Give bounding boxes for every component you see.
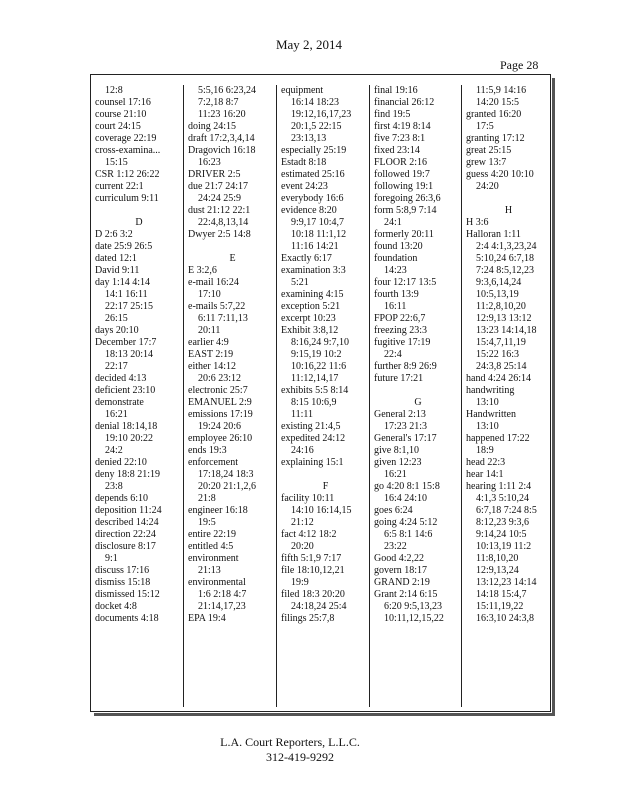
- index-entry-line: E 3:2,6: [188, 265, 217, 276]
- index-entry-line: 11:8,10,20: [476, 553, 519, 564]
- index-entry-line: earlier 4:9: [188, 337, 229, 348]
- index-entry-line: General's 17:17: [374, 433, 437, 444]
- index-entry-line: go 4:20 8:1 15:8: [374, 481, 440, 492]
- index-entry-line: fact 4:12 18:2: [281, 529, 337, 540]
- index-entry-line: 17:23 21:3: [384, 421, 428, 432]
- index-entry-line: 24:16: [291, 445, 314, 456]
- index-entry-line: direction 22:24: [95, 529, 156, 540]
- index-entry-line: discuss 17:16: [95, 565, 150, 576]
- index-entry-line: deposition 11:24: [95, 505, 162, 516]
- index-entry-line: 9:14,24 10:5: [476, 529, 527, 540]
- index-entry-line: find 19:5: [374, 109, 411, 120]
- index-entry-line: [466, 193, 551, 205]
- index-entry-line: enforcement: [188, 457, 238, 468]
- index-letter-heading: H: [504, 205, 513, 216]
- index-entry-line: 15:11,19,22: [476, 601, 524, 612]
- index-entry-line: 14:20 15:5: [476, 97, 520, 108]
- index-entry-line: [188, 241, 277, 253]
- index-entry-line: 18:13 20:14: [105, 349, 154, 360]
- index-entry-line: following 19:1: [374, 181, 434, 192]
- index-entry-line: 22:17 25:15: [105, 301, 154, 312]
- index-entry-line: followed 19:7: [374, 169, 430, 180]
- index-entry-line: 21:12: [291, 517, 314, 528]
- index-entry-line: 15:22 16:3: [476, 349, 520, 360]
- index-entry-line: hear 14:1: [466, 469, 504, 480]
- index-entry-line: hand 4:24 26:14: [466, 373, 531, 384]
- index-entry-line: 5:21: [291, 277, 309, 288]
- index-entry-line: denied 22:10: [95, 457, 147, 468]
- index-entry-line: EMANUEL 2:9: [188, 397, 252, 408]
- index-entry-line: [374, 385, 462, 397]
- index-entry-line: 17:5: [476, 121, 494, 132]
- index-entry-line: 9:1: [105, 553, 118, 564]
- index-entry-line: environmental: [188, 577, 246, 588]
- index-entry-line: 2:4 4:1,3,23,24: [476, 241, 537, 252]
- index-entry-line: 11:2,8,10,20: [476, 301, 526, 312]
- index-entry-line: 21:8: [198, 493, 216, 504]
- index-entry-line: fugitive 17:19: [374, 337, 431, 348]
- index-entry-line: dismissed 15:12: [95, 589, 160, 600]
- index-entry-line: found 13:20: [374, 241, 423, 252]
- index-entry-line: GRAND 2:19: [374, 577, 430, 588]
- index-entry-line: entitled 4:5: [188, 541, 234, 552]
- index-entry-line: Exactly 6:17: [281, 253, 332, 264]
- index-entry-line: fourth 13:9: [374, 289, 419, 300]
- index-entry-line: 14:18 15:4,7: [476, 589, 527, 600]
- index-entry-line: file 18:10,12,21: [281, 565, 345, 576]
- index-entry-line: further 8:9 26:9: [374, 361, 437, 372]
- index-entry-line: guess 4:20 10:10: [466, 169, 534, 180]
- index-entry-line: examination 3:3: [281, 265, 346, 276]
- index-entry-line: counsel 17:16: [95, 97, 151, 108]
- index-entry-line: 11:11: [291, 409, 314, 420]
- index-entry-line: H 3:6: [466, 217, 489, 228]
- index-entry-line: environment: [188, 553, 239, 564]
- index-entry-line: 23:22: [384, 541, 407, 552]
- index-entry-line: ends 19:3: [188, 445, 227, 456]
- index-entry-line: 8:12,23 9:3,6: [476, 517, 530, 528]
- index-entry-line: 19:12,16,17,23: [291, 109, 352, 120]
- index-entry-line: 10:11,12,15,22: [384, 613, 444, 624]
- index-entry-line: 12:8: [105, 85, 123, 96]
- index-entry-line: EAST 2:19: [188, 349, 234, 360]
- index-entry-line: coverage 22:19: [95, 133, 157, 144]
- index-entry-line: 24:24 25:9: [198, 193, 242, 204]
- index-entry-line: existing 21:4,5: [281, 421, 341, 432]
- index-column-3: [276, 85, 370, 707]
- index-entry-line: 20:6 23:12: [198, 373, 242, 384]
- index-entry-line: 19:9: [291, 577, 309, 588]
- index-entry-line: evidence 8:20: [281, 205, 337, 216]
- index-entry-line: 22:4: [384, 349, 402, 360]
- index-entry-line: General 2:13: [374, 409, 426, 420]
- index-entry-line: 24:20: [476, 181, 499, 192]
- index-entry-line: [95, 205, 183, 217]
- index-entry-line: hearing 1:11 2:4: [466, 481, 532, 492]
- index-entry-line: doing 24:15: [188, 121, 237, 132]
- index-entry-line: due 21:7 24:17: [188, 181, 248, 192]
- index-entry-line: 13:23 14:14,18: [476, 325, 537, 336]
- index-entry-line: foregoing 26:3,6: [374, 193, 441, 204]
- index-entry-line: 16:21: [384, 469, 407, 480]
- index-entry-line: financial 26:12: [374, 97, 435, 108]
- index-entry-line: Halloran 1:11: [466, 229, 521, 240]
- index-entry-line: future 17:21: [374, 373, 424, 384]
- index-entry-line: everybody 16:6: [281, 193, 344, 204]
- index-entry-line: deny 18:8 21:19: [95, 469, 160, 480]
- index-entry-line: estimated 25:16: [281, 169, 345, 180]
- index-entry-line: 22:4,8,13,14: [198, 217, 249, 228]
- index-entry-line: e-mail 16:24: [188, 277, 239, 288]
- index-entry-line: current 22:1: [95, 181, 144, 192]
- index-entry-line: 13:10: [476, 421, 499, 432]
- index-entry-line: dated 12:1: [95, 253, 137, 264]
- index-entry-line: head 22:3: [466, 457, 506, 468]
- index-entry-line: 10:5,13,19: [476, 289, 519, 300]
- footer-company: L.A. Court Reporters, L.L.C.: [220, 735, 360, 749]
- index-entry-line: 7:2,18 8:7: [198, 97, 239, 108]
- index-entry-line: 16:21: [105, 409, 128, 420]
- index-letter-heading: D: [135, 217, 143, 228]
- index-entry-line: Grant 2:14 6:15: [374, 589, 438, 600]
- index-entry-line: 20:1,5 22:15: [291, 121, 342, 132]
- index-column-5: [461, 85, 551, 707]
- index-entry-line: entire 22:19: [188, 529, 237, 540]
- index-entry-line: employee 26:10: [188, 433, 253, 444]
- index-entry-line: 23:13,13: [291, 133, 327, 144]
- index-entry-line: expedited 24:12: [281, 433, 346, 444]
- index-entry-line: 24:1: [384, 217, 402, 228]
- index-entry-line: goes 6:24: [374, 505, 413, 516]
- page-number: Page 28: [500, 58, 539, 72]
- index-entry-line: 6:7,18 7:24 8:5: [476, 505, 537, 516]
- index-entry-line: filings 25:7,8: [281, 613, 335, 624]
- index-entry-line: 14:23: [384, 265, 407, 276]
- index-entry-line: 20:20: [291, 541, 314, 552]
- index-entry-line: 11:16 14:21: [291, 241, 339, 252]
- index-entry-line: 8:15 10:6,9: [291, 397, 337, 408]
- index-entry-line: [281, 469, 370, 481]
- index-entry-line: five 7:23 8:1: [374, 133, 426, 144]
- index-entry-line: give 8:1,10: [374, 445, 419, 456]
- index-entry-line: 16:14 18:23: [291, 97, 340, 108]
- index-entry-line: exhibits 5:5 8:14: [281, 385, 349, 396]
- index-entry-line: curriculum 9:11: [95, 193, 159, 204]
- index-entry-line: 12:9,13,24: [476, 565, 519, 576]
- index-entry-line: 21:13: [198, 565, 221, 576]
- index-entry-line: equipment: [281, 85, 324, 96]
- index-entry-line: documents 4:18: [95, 613, 159, 624]
- index-entry-line: Dwyer 2:5 14:8: [188, 229, 251, 240]
- index-column-4: [369, 85, 462, 707]
- index-entry-line: 6:5 8:1 14:6: [384, 529, 433, 540]
- index-entry-line: cross-examina...: [95, 145, 161, 156]
- index-entry-line: Exhibit 3:8,12: [281, 325, 339, 336]
- index-entry-line: 18:9: [476, 445, 494, 456]
- index-entry-line: govern 18:17: [374, 565, 428, 576]
- index-entry-line: 7:24 8:5,12,23: [476, 265, 535, 276]
- index-entry-line: DRIVER 2:5: [188, 169, 241, 180]
- index-entry-line: court 24:15: [95, 121, 141, 132]
- index-entry-line: 20:11: [198, 325, 221, 336]
- index-entry-line: D 2:6 3:2: [95, 229, 133, 240]
- index-entry-line: denial 18:14,18: [95, 421, 158, 432]
- index-entry-line: 13:12,23 14:14: [476, 577, 537, 588]
- index-entry-line: filed 18:3 20:20: [281, 589, 345, 600]
- index-entry-line: foundation: [374, 253, 418, 264]
- index-entry-line: 15:4,7,11,19: [476, 337, 526, 348]
- index-entry-line: 16:23: [198, 157, 221, 168]
- index-entry-line: 16:11: [384, 301, 407, 312]
- index-entry-line: 12:9,13 13:12: [476, 313, 532, 324]
- index-entry-line: 17:10: [198, 289, 221, 300]
- index-entry-line: FPOP 22:6,7: [374, 313, 426, 324]
- index-entry-line: dismiss 15:18: [95, 577, 151, 588]
- index-entry-line: four 12:17 13:5: [374, 277, 437, 288]
- index-entry-line: 5:5,16 6:23,24: [198, 85, 257, 96]
- index-entry-line: engineer 16:18: [188, 505, 248, 516]
- index-entry-line: deficient 23:10: [95, 385, 156, 396]
- index-entry-line: FLOOR 2:16: [374, 157, 428, 168]
- index-entry-line: happened 17:22: [466, 433, 530, 444]
- index-entry-line: 13:10: [476, 397, 499, 408]
- index-entry-line: 19:24 20:6: [198, 421, 242, 432]
- index-entry-line: exception 5:21: [281, 301, 341, 312]
- index-entry-line: either 14:12: [188, 361, 237, 372]
- index-entry-line: decided 4:13: [95, 373, 147, 384]
- index-entry-line: 6:11 7:11,13: [198, 313, 248, 324]
- index-entry-line: 5:10,24 6:7,18: [476, 253, 535, 264]
- index-entry-line: 23:8: [105, 481, 123, 492]
- index-entry-line: 10:16,22 11:6: [291, 361, 347, 372]
- index-entry-line: explaining 15:1: [281, 457, 344, 468]
- index-entry-line: first 4:19 8:14: [374, 121, 431, 132]
- index-entry-line: 14:10 16:14,15: [291, 505, 352, 516]
- index-entry-line: EPA 19:4: [188, 613, 226, 624]
- index-entry-line: date 25:9 26:5: [95, 241, 153, 252]
- transcript-date: May 2, 2014: [275, 37, 343, 52]
- footer-phone: 312-419-9292: [266, 750, 334, 764]
- index-entry-line: 17:18,24 18:3: [198, 469, 254, 480]
- index-entry-line: event 24:23: [281, 181, 328, 192]
- index-entry-line: facility 10:11: [281, 493, 335, 504]
- index-entry-line: CSR 1:12 26:22: [95, 169, 160, 180]
- index-entry-line: described 14:24: [95, 517, 159, 528]
- index-entry-line: 10:13,19 11:2: [476, 541, 532, 552]
- index-entry-line: 26:15: [105, 313, 128, 324]
- index-entry-line: 9:3,6,14,24: [476, 277, 522, 288]
- index-entry-line: excerpt 10:23: [281, 313, 336, 324]
- index-entry-line: 4:1,3 5:10,24: [476, 493, 530, 504]
- index-entry-line: December 17:7: [95, 337, 157, 348]
- index-entry-line: fixed 23:14: [374, 145, 420, 156]
- index-entry-line: 11:5,9 14:16: [476, 85, 527, 96]
- index-entry-line: 16:3,10 24:3,8: [476, 613, 535, 624]
- index-entry-line: David 9:11: [95, 265, 140, 276]
- index-entry-line: handwriting: [466, 385, 515, 396]
- index-entry-line: 8:16,24 9:7,10: [291, 337, 350, 348]
- index-entry-line: granting 17:12: [466, 133, 525, 144]
- index-entry-line: dust 21:12 22:1: [188, 205, 251, 216]
- index-entry-line: 9:15,19 10:2: [291, 349, 342, 360]
- index-entry-line: docket 4:8: [95, 601, 137, 612]
- index-entry-line: disclosure 8:17: [95, 541, 156, 552]
- index-entry-line: formerly 20:11: [374, 229, 434, 240]
- index-entry-line: Good 4:2,22: [374, 553, 424, 564]
- index-entry-line: 20:20 21:1,2,6: [198, 481, 257, 492]
- index-entry-line: draft 17:2,3,4,14: [188, 133, 255, 144]
- index-entry-line: 14:1 16:11: [105, 289, 148, 300]
- index-entry-line: electronic 25:7: [188, 385, 248, 396]
- index-entry-line: 10:18 11:1,12: [291, 229, 347, 240]
- index-entry-line: 19:10 20:22: [105, 433, 154, 444]
- index-entry-line: 16:4 24:10: [384, 493, 428, 504]
- index-entry-line: final 19:16: [374, 85, 418, 96]
- index-entry-line: 24:18,24 25:4: [291, 601, 347, 612]
- index-entry-line: given 12:23: [374, 457, 422, 468]
- index-entry-line: Estadt 8:18: [281, 157, 327, 168]
- index-letter-heading: F: [322, 481, 329, 492]
- index-entry-line: granted 16:20: [466, 109, 522, 120]
- index-entry-line: 11:12,14,17: [291, 373, 339, 384]
- index-entry-line: especially 25:19: [281, 145, 347, 156]
- index-entry-line: 24:2: [105, 445, 123, 456]
- index-entry-line: examining 4:15: [281, 289, 344, 300]
- index-entry-line: 6:20 9:5,13,23: [384, 601, 443, 612]
- index-entry-line: fifth 5:1,9 7:17: [281, 553, 342, 564]
- index-entry-line: 22:17: [105, 361, 128, 372]
- index-entry-line: 15:15: [105, 157, 128, 168]
- index-entry-line: days 20:10: [95, 325, 139, 336]
- index-column-2: [183, 85, 277, 707]
- index-entry-line: Handwritten: [466, 409, 516, 420]
- index-entry-line: emissions 17:19: [188, 409, 253, 420]
- index-entry-line: depends 6:10: [95, 493, 149, 504]
- index-entry-line: e-mails 5:7,22: [188, 301, 246, 312]
- index-entry-line: course 21:10: [95, 109, 147, 120]
- index-entry-line: day 1:14 4:14: [95, 277, 150, 288]
- index-entry-line: freezing 23:3: [374, 325, 428, 336]
- index-entry-line: Dragovich 16:18: [188, 145, 256, 156]
- index-letter-heading: G: [414, 397, 422, 408]
- index-entry-line: 11:23 16:20: [198, 109, 246, 120]
- index-entry-line: 1:6 2:18 4:7: [198, 589, 247, 600]
- index-entry-line: going 4:24 5:12: [374, 517, 438, 528]
- index-entry-line: 24:3,8 25:14: [476, 361, 527, 372]
- index-entry-line: 21:14,17,23: [198, 601, 246, 612]
- index-column-1: [95, 85, 183, 707]
- index-entry-line: great 25:15: [466, 145, 512, 156]
- index-entry-line: grew 13:7: [466, 157, 507, 168]
- index-entry-line: demonstrate: [95, 397, 144, 408]
- index-frame: [90, 74, 551, 712]
- index-entry-line: form 5:8,9 7:14: [374, 205, 437, 216]
- index-entry-line: 19:5: [198, 517, 216, 528]
- index-letter-heading: E: [229, 253, 236, 264]
- index-entry-line: 9:9,17 10:4,7: [291, 217, 345, 228]
